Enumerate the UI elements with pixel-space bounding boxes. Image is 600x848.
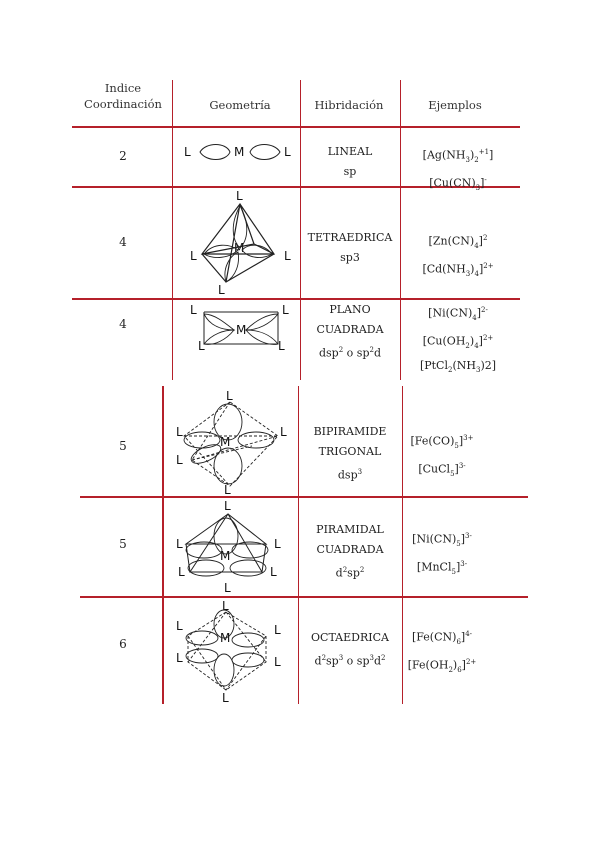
example-formula: $[PtCl_2(NH_3)2]$	[419, 358, 497, 374]
example-formula: $[Cu(OH_2)_4]^{2+}$	[422, 333, 494, 350]
octahedron-edges	[188, 612, 266, 690]
example-formula: $[Ni(CN)_4]^{2-}$	[428, 306, 488, 322]
orbital-lobe	[204, 330, 234, 344]
orbital-lobe	[204, 314, 234, 330]
geometry-name: TETRAEDRICA	[307, 231, 393, 244]
ligand-label: L	[218, 283, 225, 297]
ligand-label: L	[222, 599, 229, 613]
header-indice	[78, 80, 168, 112]
hybridization: $d^2sp^2$	[335, 566, 365, 580]
square-pyramid-diagram	[166, 500, 296, 594]
orbital-lobe	[200, 145, 230, 160]
row2-index: 4	[119, 235, 127, 249]
header-indice-line1: Indice	[104, 81, 142, 95]
example-formula: $[Cd(NH_3)_4]^{2+}$	[422, 261, 494, 278]
ligand-label: L	[282, 303, 289, 317]
bipyramid-edges	[184, 402, 278, 486]
geometry-name-line1: BIPIRAMIDE	[313, 425, 387, 438]
row1-geometry	[300, 142, 400, 182]
row6-geometry	[298, 628, 402, 672]
header-hibridacion: Hibridación	[314, 98, 384, 112]
metal-label: M	[236, 323, 247, 337]
example-formula: $[Fe(OH_2)_6]^{2+}$	[407, 657, 477, 674]
header-geometria: Geometría	[209, 98, 271, 112]
row3-examples	[400, 300, 516, 380]
ligand-label: L	[224, 499, 231, 513]
example-formula: $[Fe(CN)_6]^{4-}$	[411, 630, 473, 646]
orbital-lobe	[188, 560, 224, 576]
orbital-lobe	[250, 145, 280, 160]
ligand-label: L	[178, 565, 185, 579]
orbital-lobe	[238, 432, 274, 448]
square-planar-diagram	[174, 300, 300, 368]
ligand-label: L	[274, 537, 281, 551]
ligand-label: L	[274, 623, 281, 637]
metal-label: M	[234, 241, 245, 255]
ligand-label: L	[280, 425, 287, 439]
orbital-lobe	[186, 631, 218, 645]
geometry-name-line2: CUADRADA	[316, 543, 384, 556]
example-formula: $[Ag(NH_3)_2^{+1}]$	[422, 148, 494, 164]
row5-index: 5	[119, 537, 127, 551]
row3-index: 4	[119, 317, 127, 331]
ligand-label: L	[224, 483, 231, 497]
ligand-label: L	[198, 339, 205, 353]
hybridization: $d^2sp^3$ o $sp^3d^2$	[314, 654, 386, 668]
orbital-lobe	[184, 432, 220, 448]
metal-label: M	[234, 145, 245, 159]
row5-geometry	[298, 520, 402, 584]
ligand-label: L	[222, 691, 229, 705]
ligand-label: L	[190, 303, 197, 317]
row6-index: 6	[119, 637, 127, 651]
rule-row5	[80, 596, 528, 598]
orbital-lobe	[232, 653, 264, 667]
hybridization: sp3	[340, 251, 360, 264]
ligand-label: L	[190, 249, 197, 263]
example-formula: [MnCl$_5$]$^{3-}$	[416, 559, 468, 576]
metal-label: M	[220, 435, 231, 449]
row6-examples	[402, 624, 482, 680]
geometry-name-line1: PLANO	[329, 303, 371, 316]
geometry-name: LINEAL	[327, 145, 373, 158]
example-formula: $[Ni(CN)_5]^{3-}$	[412, 532, 472, 548]
geometry-name-line2: CUADRADA	[316, 323, 384, 336]
pyramid-edges	[186, 514, 266, 572]
ligand-label: L	[176, 425, 183, 439]
header-ejemplos: Ejemplos	[428, 98, 482, 112]
lineal-diagram	[174, 132, 300, 172]
row4-examples	[402, 428, 482, 484]
orbital-lobe	[230, 560, 266, 576]
rule-header	[72, 126, 520, 128]
ligand-label: L	[236, 189, 243, 203]
row4-index: 5	[119, 439, 127, 453]
row2-geometry	[300, 228, 400, 268]
ligand-label: L	[176, 453, 183, 467]
ligand-label: L	[270, 565, 277, 579]
geometry-name: OCTAEDRICA	[311, 631, 389, 644]
row5-examples	[402, 526, 482, 582]
ligand-label: L	[224, 581, 231, 595]
ligand-label: L	[176, 619, 183, 633]
example-formula: $[Zn(CN)_4]^2$	[428, 234, 488, 250]
rule-col1	[172, 80, 173, 380]
example-formula: $[Cu(CN)_3]^-$	[429, 175, 487, 192]
ligand-label: L	[176, 651, 183, 665]
octahedral-diagram	[166, 600, 296, 704]
ligand-label: L	[278, 339, 285, 353]
row1-index: 2	[119, 149, 127, 163]
ligand-label: L	[284, 249, 291, 263]
row3-geometry	[300, 300, 400, 364]
hybridization: dsp$^3$	[337, 468, 363, 482]
example-formula: $[Fe(CO)_5]^{3+}$	[410, 434, 474, 450]
row4-geometry	[298, 422, 402, 486]
hybridization: sp	[343, 165, 357, 178]
geometry-name-line1: PIRAMIDAL	[316, 523, 384, 536]
orbital-lobe	[246, 330, 278, 344]
ligand-label: L	[284, 145, 291, 159]
metal-label: M	[220, 631, 231, 645]
trigonal-bipyramid-diagram	[166, 390, 296, 498]
rule-col1-lower	[162, 386, 164, 704]
ligand-label: L	[184, 145, 191, 159]
ligand-label: L	[274, 655, 281, 669]
header-indice-line2: Coordinación	[84, 97, 162, 111]
row1-examples	[400, 142, 516, 198]
ligand-label: L	[176, 537, 183, 551]
geometry-name-line2: TRIGONAL	[318, 445, 382, 458]
orbital-lobe	[246, 314, 278, 330]
example-formula: [CuCl$_5$]$^{3-}$	[418, 461, 466, 478]
tetrahedral-diagram	[174, 190, 300, 298]
hybridization: dsp$^2$ o $sp^2d$	[318, 346, 382, 360]
rule-row4	[80, 496, 528, 498]
orbital-lobe	[186, 649, 218, 663]
row2-examples	[400, 228, 516, 284]
metal-label: M	[220, 549, 231, 563]
ligand-label: L	[226, 389, 233, 403]
orbital-lobe	[189, 441, 224, 467]
